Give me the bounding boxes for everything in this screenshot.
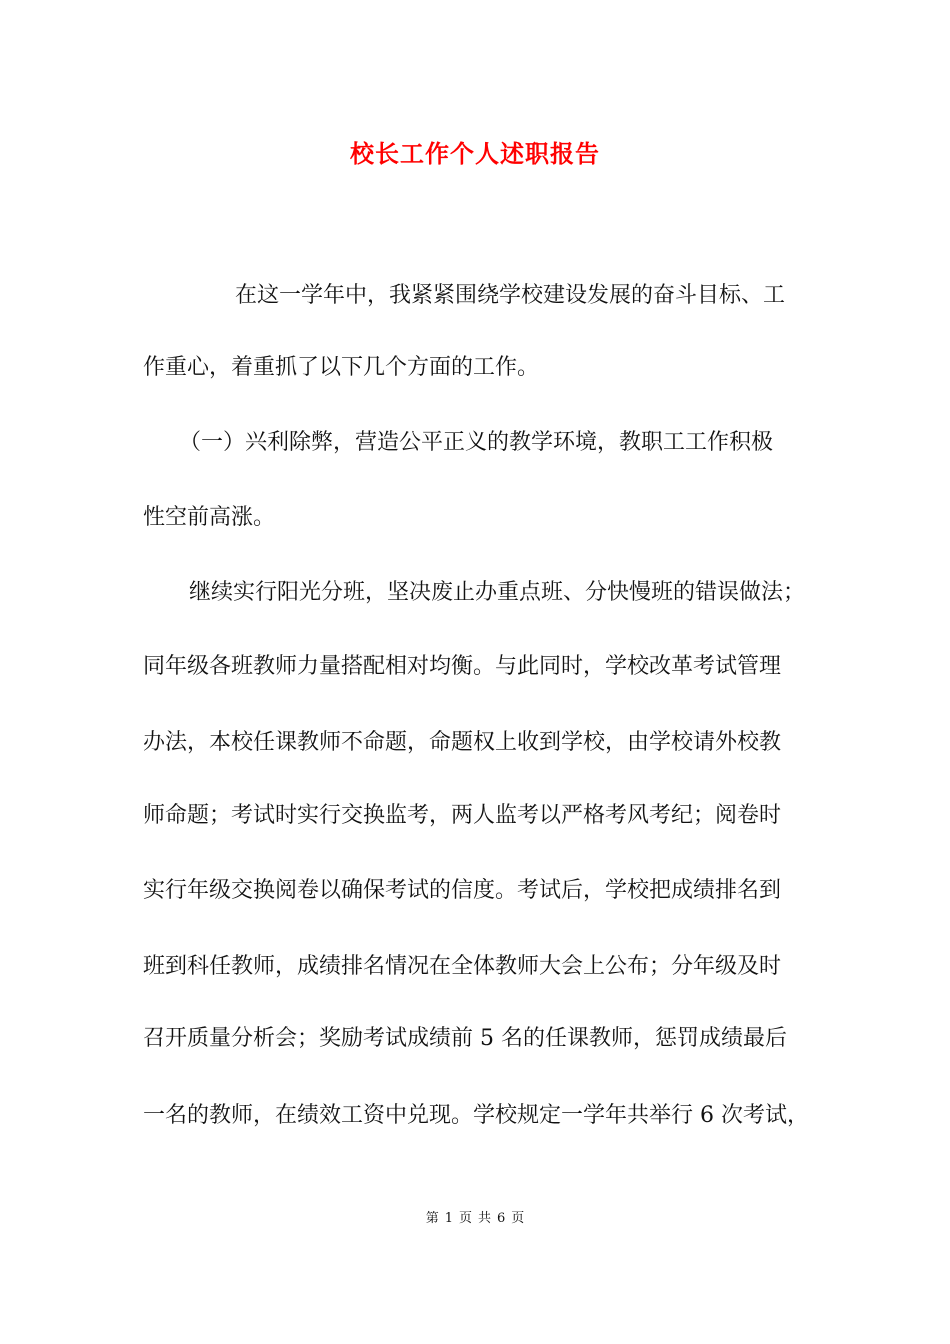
paragraph-line: 一名的教师，在绩效工资中兑现。学校规定一学年共举行 6 次考试，	[143, 1103, 809, 1128]
paragraph-line: 办法，本校任课教师不命题，命题权上收到学校，由学校请外校教	[143, 730, 782, 755]
footer-total-pages: 6	[497, 1211, 506, 1226]
footer-label-ye: 页	[458, 1211, 472, 1226]
paragraph-line: 继续实行阳光分班，坚决废止办重点班、分快慢班的错误做法；	[189, 580, 806, 605]
footer-current-page: 1	[444, 1211, 453, 1226]
page-footer	[0, 1210, 950, 1228]
footer-label-page: 第	[425, 1211, 439, 1226]
footer-label-ye2: 页	[511, 1211, 525, 1226]
footer-label-total: 共	[478, 1211, 492, 1226]
document-title: 校长工作个人述职报告	[350, 139, 600, 168]
paragraph-line: 班到科任教师，成绩排名情况在全体教师大会上公布；分年级及时	[143, 954, 782, 979]
paragraph-line: （一）兴利除弊，营造公平正义的教学环境，教职工工作积极	[179, 430, 774, 455]
paragraph-line: 在这一学年中，我紧紧围绕学校建设发展的奋斗目标、工	[235, 283, 786, 308]
paragraph-line: 同年级各班教师力量搭配相对均衡。与此同时，学校改革考试管理	[143, 654, 782, 679]
paragraph-line: 召开质量分析会；奖励考试成绩前 5 名的任课教师，惩罚成绩最后	[143, 1026, 787, 1051]
paragraph-line: 作重心，着重抓了以下几个方面的工作。	[143, 355, 540, 380]
paragraph-line: 性空前高涨。	[143, 505, 276, 530]
paragraph-line: 师命题；考试时实行交换监考，两人监考以严格考风考纪；阅卷时	[143, 803, 782, 828]
paragraph-line: 实行年级交换阅卷以确保考试的信度。考试后，学校把成绩排名到	[143, 878, 782, 903]
